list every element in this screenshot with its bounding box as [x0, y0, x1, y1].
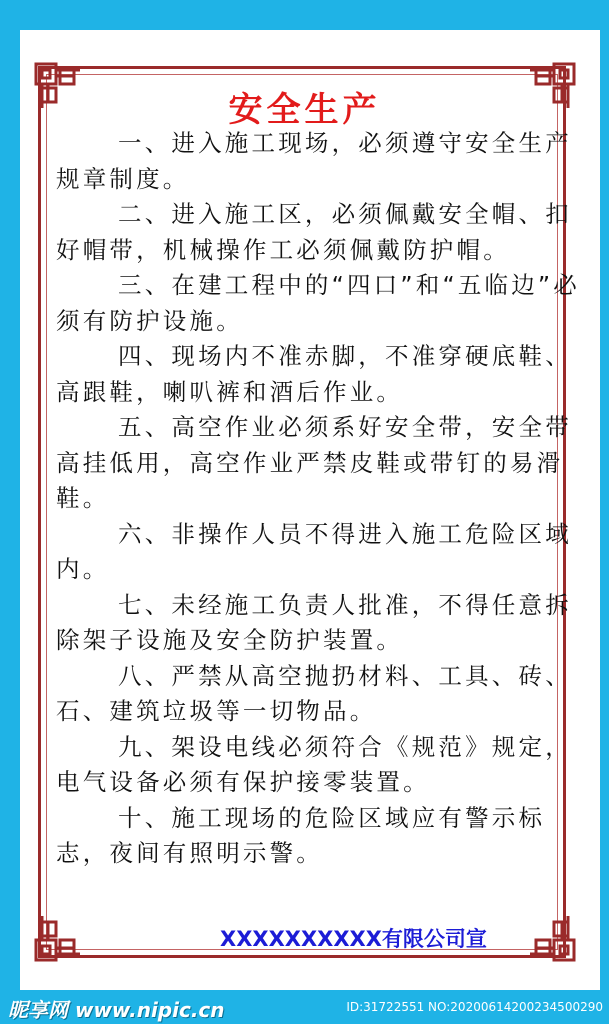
rule-item: 十、施工现场的危险区域应有警示标志，夜间有照明示警。 [56, 803, 546, 867]
rule-item: 一、进入施工现场，必须遵守安全生产规章制度。 [56, 129, 572, 193]
rule-item: 四、现场内不准赤脚，不准穿硬底鞋、高跟鞋，喇叭裤和酒后作业。 [56, 342, 572, 406]
rule-item: 三、在建工程中的“四口”和“五临边”必须有防护设施。 [56, 271, 580, 335]
rule-item: 九、架设电线必须符合《规范》规定，电气设备必须有保护接零装置。 [56, 732, 572, 796]
rules-list [56, 126, 586, 872]
company-footer: XXXXXXXXXX有限公司宣 [220, 927, 487, 951]
page-title: 安全生产 [228, 90, 381, 130]
corner-ornament-icon [34, 914, 82, 962]
rule-item: 六、非操作人员不得进入施工危险区域内。 [56, 519, 572, 583]
watermark-logo: 昵享网 www.nipic.cn [8, 998, 225, 1022]
rule-item: 七、未经施工负责人批准，不得任意拆除架子设施及安全防护装置。 [56, 590, 572, 654]
corner-ornament-icon [528, 914, 576, 962]
rule-item: 二、进入施工区，必须佩戴安全帽、扣好帽带，机械操作工必须佩戴防护帽。 [56, 200, 572, 264]
watermark-id: ID:31722551 NO:20200614200234500290 [346, 1000, 603, 1014]
rule-item: 五、高空作业必须系好安全带，安全带高挂低用，高空作业严禁皮鞋或带钉的易滑鞋。 [56, 413, 572, 512]
rule-item: 八、严禁从高空抛扔材料、工具、砖、石、建筑垃圾等一切物品。 [56, 661, 572, 725]
